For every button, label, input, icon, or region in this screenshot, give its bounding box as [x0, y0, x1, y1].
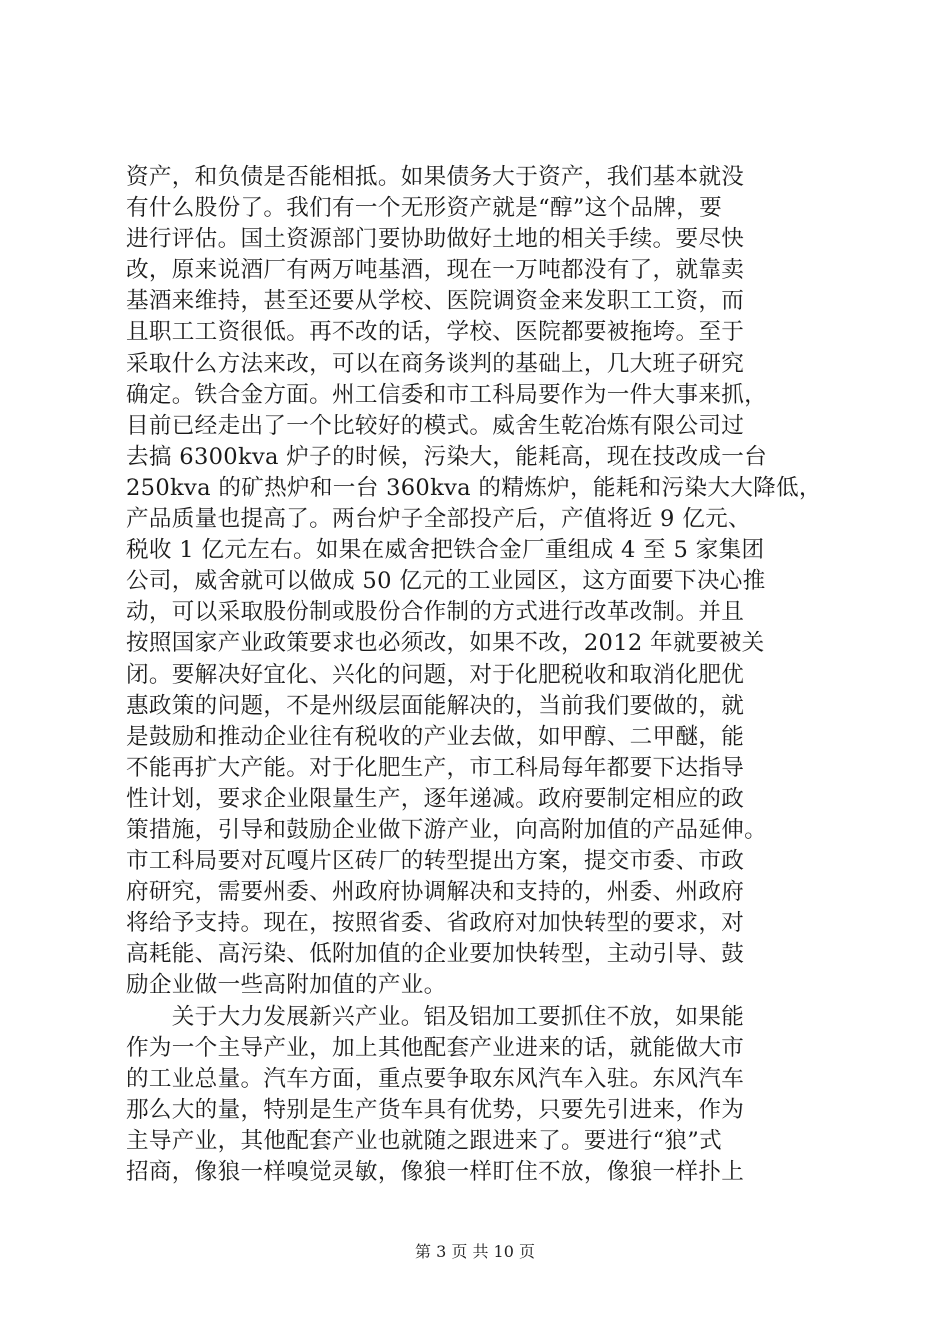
text-line: 税收 1 亿元左右。如果在威舍把铁合金厂重组成 4 至 5 家集团 [126, 537, 765, 564]
text-line: 高耗能、高污染、低附加值的企业要加快转型，主动引导、鼓 [126, 941, 745, 968]
text-line: 动，可以采取股份制或股份合作制的方式进行改革改制。并且 [126, 599, 745, 626]
text-line: 作为一个主导产业，加上其他配套产业进来的话，就能做大市 [126, 1034, 745, 1061]
text-line: 市工科局要对瓦嘎片区砖厂的转型提出方案，提交市委、市政 [126, 848, 745, 875]
text-line: 按照国家产业政策要求也必须改，如果不改，2012 年就要被关 [126, 630, 765, 657]
text-line: 目前已经走出了一个比较好的模式。威舍生乾冶炼有限公司过 [126, 412, 745, 439]
text-line: 策措施，引导和鼓励企业做下游产业，向高附加值的产品延伸。 [126, 816, 768, 843]
text-line: 府研究，需要州委、州政府协调解决和支持的，州委、州政府 [126, 879, 745, 906]
text-line: 的工业总量。汽车方面，重点要争取东风汽车入驻。东风汽车 [126, 1065, 745, 1092]
text-line: 250kva 的矿热炉和一台 360kva 的精炼炉，能耗和污染大大降低， [126, 474, 822, 501]
text-line: 招商，像狼一样嗅觉灵敏，像狼一样盯住不放，像狼一样扑上 [126, 1159, 745, 1185]
text-line: 是鼓励和推动企业往有税收的产业去做，如甲醇、二甲醚，能 [126, 723, 745, 750]
text-line: 产品质量也提高了。两台炉子全部投产后，产值将近 9 亿元、 [126, 506, 751, 533]
text-line: 改，原来说酒厂有两万吨基酒，现在一万吨都没有了，就靠卖 [126, 257, 745, 284]
page-footer: 第 3 页 共 10 页 [415, 1242, 535, 1261]
text-line: 采取什么方法来改，可以在商务谈判的基础上，几大班子研究 [126, 350, 745, 377]
text-line: 将给予支持。现在，按照省委、省政府对加快转型的要求，对 [126, 910, 745, 937]
text-line: 确定。铁合金方面。州工信委和市工科局要作为一件大事来抓， [126, 381, 768, 408]
text-line: 且职工工资很低。再不改的话，学校、医院都要被拖垮。至于 [126, 319, 745, 346]
text-line: 进行评估。国土资源部门要协助做好土地的相关手续。要尽快 [126, 226, 745, 253]
text-line: 性计划，要求企业限量生产，逐年递减。政府要制定相应的政 [126, 785, 745, 812]
text-line: 闭。要解决好宜化、兴化的问题，对于化肥税收和取消化肥优 [126, 661, 745, 688]
text-line: 资产，和负债是否能相抵。如果债务大于资产，我们基本就没 [126, 164, 745, 190]
text-line: 那么大的量，特别是生产货车具有优势，只要先引进来，作为 [126, 1096, 745, 1123]
text-line: 励企业做一些高附加值的产业。 [126, 972, 447, 999]
text-line: 基酒来维持，甚至还要从学校、医院调资金来发职工工资，而 [126, 288, 745, 315]
text-line: 不能再扩大产能。对于化肥生产，市工科局每年都要下达指导 [126, 754, 745, 781]
body-text [126, 162, 838, 1188]
text-line: 惠政策的问题，不是州级层面能解决的，当前我们要做的，就 [126, 692, 745, 719]
text-line: 关于大力发展新兴产业。铝及铝加工要抓住不放，如果能 [126, 1003, 745, 1030]
text-line: 公司，威舍就可以做成 50 亿元的工业园区，这方面要下决心推 [126, 568, 766, 595]
text-line: 去搞 6300kva 炉子的时候，污染大，能耗高，现在技改成一台 [126, 443, 768, 470]
text-line: 有什么股份了。我们有一个无形资产就是“醇”这个品牌，要 [126, 195, 723, 222]
text-line: 主导产业，其他配套产业也就随之跟进来了。要进行“狼”式 [126, 1127, 723, 1154]
